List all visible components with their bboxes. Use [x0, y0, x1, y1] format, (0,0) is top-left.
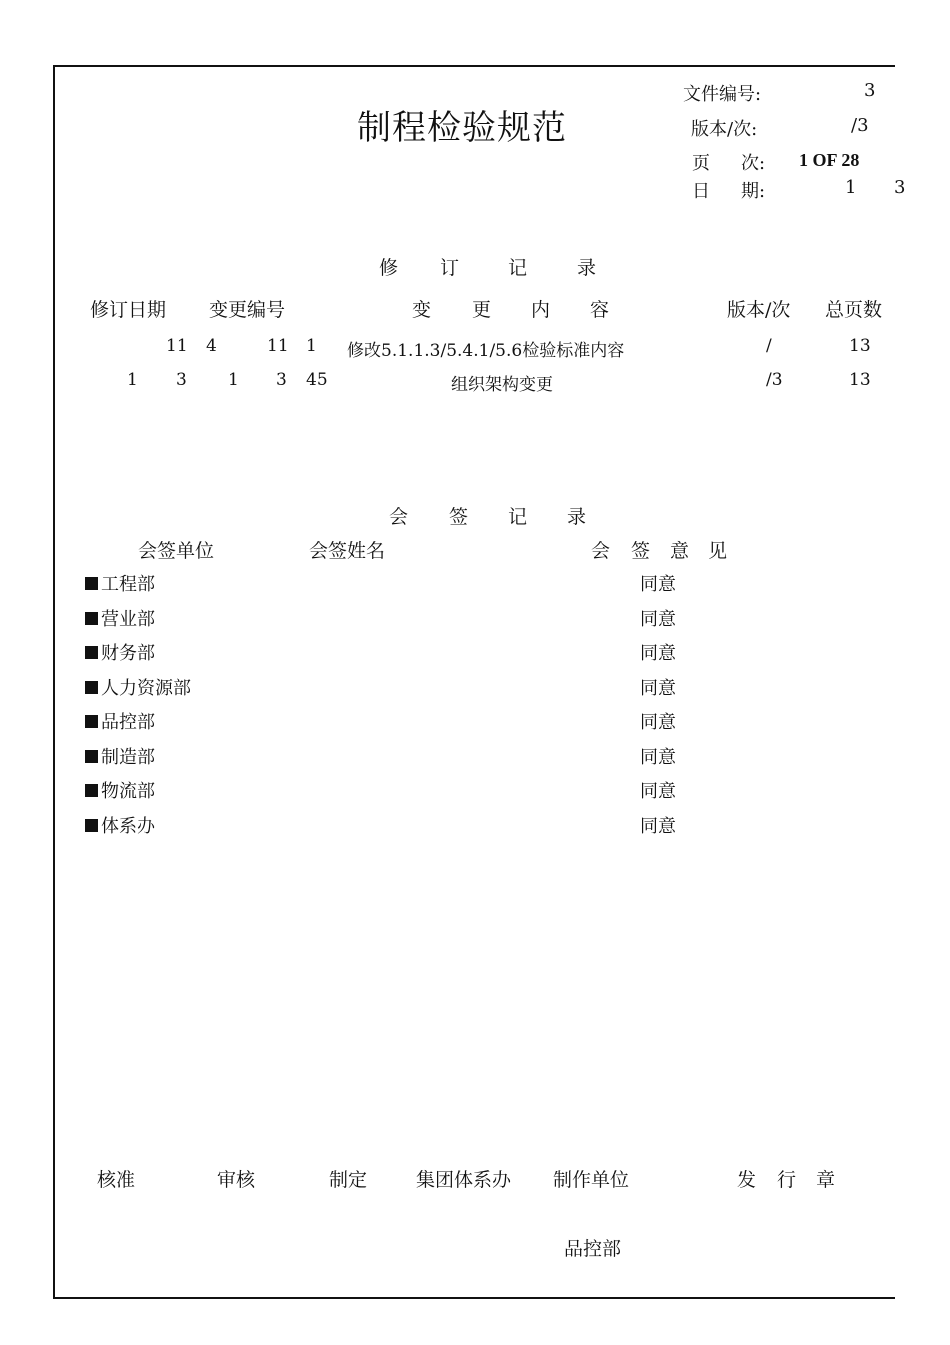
dept-name: 人力资源部 [101, 678, 191, 699]
row2-content: 组织架构变更 [451, 375, 553, 395]
footer-issue-stamp-2: 行 [777, 1169, 797, 1191]
dept-name: 物流部 [101, 781, 155, 802]
bullet-square-icon [85, 819, 98, 832]
countersign-heading-3: 记 [508, 506, 528, 528]
countersign-heading-2: 签 [449, 506, 469, 528]
col-change-no: 变更编号 [209, 299, 286, 321]
row2-change-b: 3 [276, 370, 287, 390]
revision-heading-2: 订 [440, 257, 460, 279]
row2-date-b: 3 [176, 370, 187, 390]
row2-change-c: 45 [306, 370, 328, 390]
row2-pages: 13 [849, 370, 871, 390]
footer-maker-unit-value: 品控部 [564, 1238, 622, 1260]
footer-issue-stamp-1: 发 [737, 1169, 757, 1191]
bullet-square-icon [85, 784, 98, 797]
dept-name: 体系办 [101, 816, 155, 837]
countersign-heading-1: 会 [389, 506, 409, 528]
date-label-a: 日 [692, 181, 710, 202]
dept-name: 制造部 [101, 747, 155, 768]
col-content-3: 内 [531, 299, 551, 321]
version-value: /3 [851, 115, 869, 136]
document-title: 制程检验规范 [357, 108, 567, 148]
row2-change-a: 1 [228, 370, 239, 390]
dept-name: 品控部 [101, 712, 155, 733]
dept-opinion: 同意 [640, 816, 676, 837]
bullet-square-icon [85, 750, 98, 763]
col-opinion-1: 会 [591, 540, 611, 562]
footer-issue-stamp-3: 章 [816, 1169, 836, 1191]
bullet-square-icon [85, 681, 98, 694]
revision-heading-1: 修 [379, 257, 399, 279]
dept-opinion: 同意 [640, 574, 676, 595]
countersign-heading-4: 录 [567, 506, 587, 528]
dept-opinion: 同意 [640, 643, 676, 664]
dept-opinion: 同意 [640, 712, 676, 733]
dept-name: 财务部 [101, 643, 155, 664]
row1-content: 修改5.1.1.3/5.4.1/5.6检验标准内容 [347, 341, 625, 361]
footer-review: 审核 [217, 1169, 256, 1191]
version-label: 版本/次: [691, 119, 758, 140]
dept-opinion: 同意 [640, 781, 676, 802]
row1-change-a: 11 [267, 336, 289, 356]
date-value-1: 1 [845, 177, 857, 198]
dept-name: 营业部 [101, 609, 155, 630]
col-total-pages: 总页数 [825, 299, 883, 321]
row1-date-b: 4 [206, 336, 217, 356]
col-opinion-2: 签 [631, 540, 651, 562]
row2-version: /3 [766, 370, 783, 390]
dept-name: 工程部 [101, 574, 155, 595]
bullet-square-icon [85, 715, 98, 728]
countersign-row [85, 708, 155, 734]
footer-approve: 核准 [97, 1169, 136, 1191]
countersign-row [85, 743, 155, 769]
col-opinion-4: 见 [708, 540, 728, 562]
page-label-a: 页 [692, 153, 710, 174]
row1-pages: 13 [849, 336, 871, 356]
bullet-square-icon [85, 577, 98, 590]
page-value: 1 OF 28 [799, 150, 860, 170]
countersign-row [85, 674, 191, 700]
row1-date-a: 11 [166, 336, 188, 356]
col-opinion-3: 意 [670, 540, 690, 562]
date-value-2: 3 [894, 177, 906, 198]
footer-draft: 制定 [329, 1169, 368, 1191]
row2-date-a: 1 [127, 370, 138, 390]
col-version: 版本/次 [727, 299, 791, 321]
bullet-square-icon [85, 646, 98, 659]
row1-version: / [766, 336, 772, 356]
page-label-b: 次: [741, 153, 766, 174]
file-no-value: 3 [864, 80, 876, 101]
dept-opinion: 同意 [640, 747, 676, 768]
countersign-row [85, 605, 155, 631]
bullet-square-icon [85, 612, 98, 625]
row1-change-b: 1 [306, 336, 317, 356]
countersign-row [85, 570, 155, 596]
footer-group-office: 集团体系办 [416, 1169, 512, 1191]
footer-maker-unit-label: 制作单位 [553, 1169, 630, 1191]
revision-heading-4: 录 [577, 257, 597, 279]
col-content-4: 容 [590, 299, 610, 321]
file-no-label: 文件编号: [683, 84, 762, 105]
date-label-b: 期: [741, 181, 766, 202]
dept-opinion: 同意 [640, 678, 676, 699]
col-content-1: 变 [412, 299, 432, 321]
col-content-2: 更 [472, 299, 492, 321]
revision-heading-3: 记 [508, 257, 528, 279]
col-countersign-unit: 会签单位 [138, 540, 215, 562]
countersign-row [85, 777, 155, 803]
col-countersign-name: 会签姓名 [309, 540, 386, 562]
dept-opinion: 同意 [640, 609, 676, 630]
countersign-row [85, 639, 155, 665]
countersign-row [85, 812, 155, 838]
col-revision-date: 修订日期 [90, 299, 167, 321]
